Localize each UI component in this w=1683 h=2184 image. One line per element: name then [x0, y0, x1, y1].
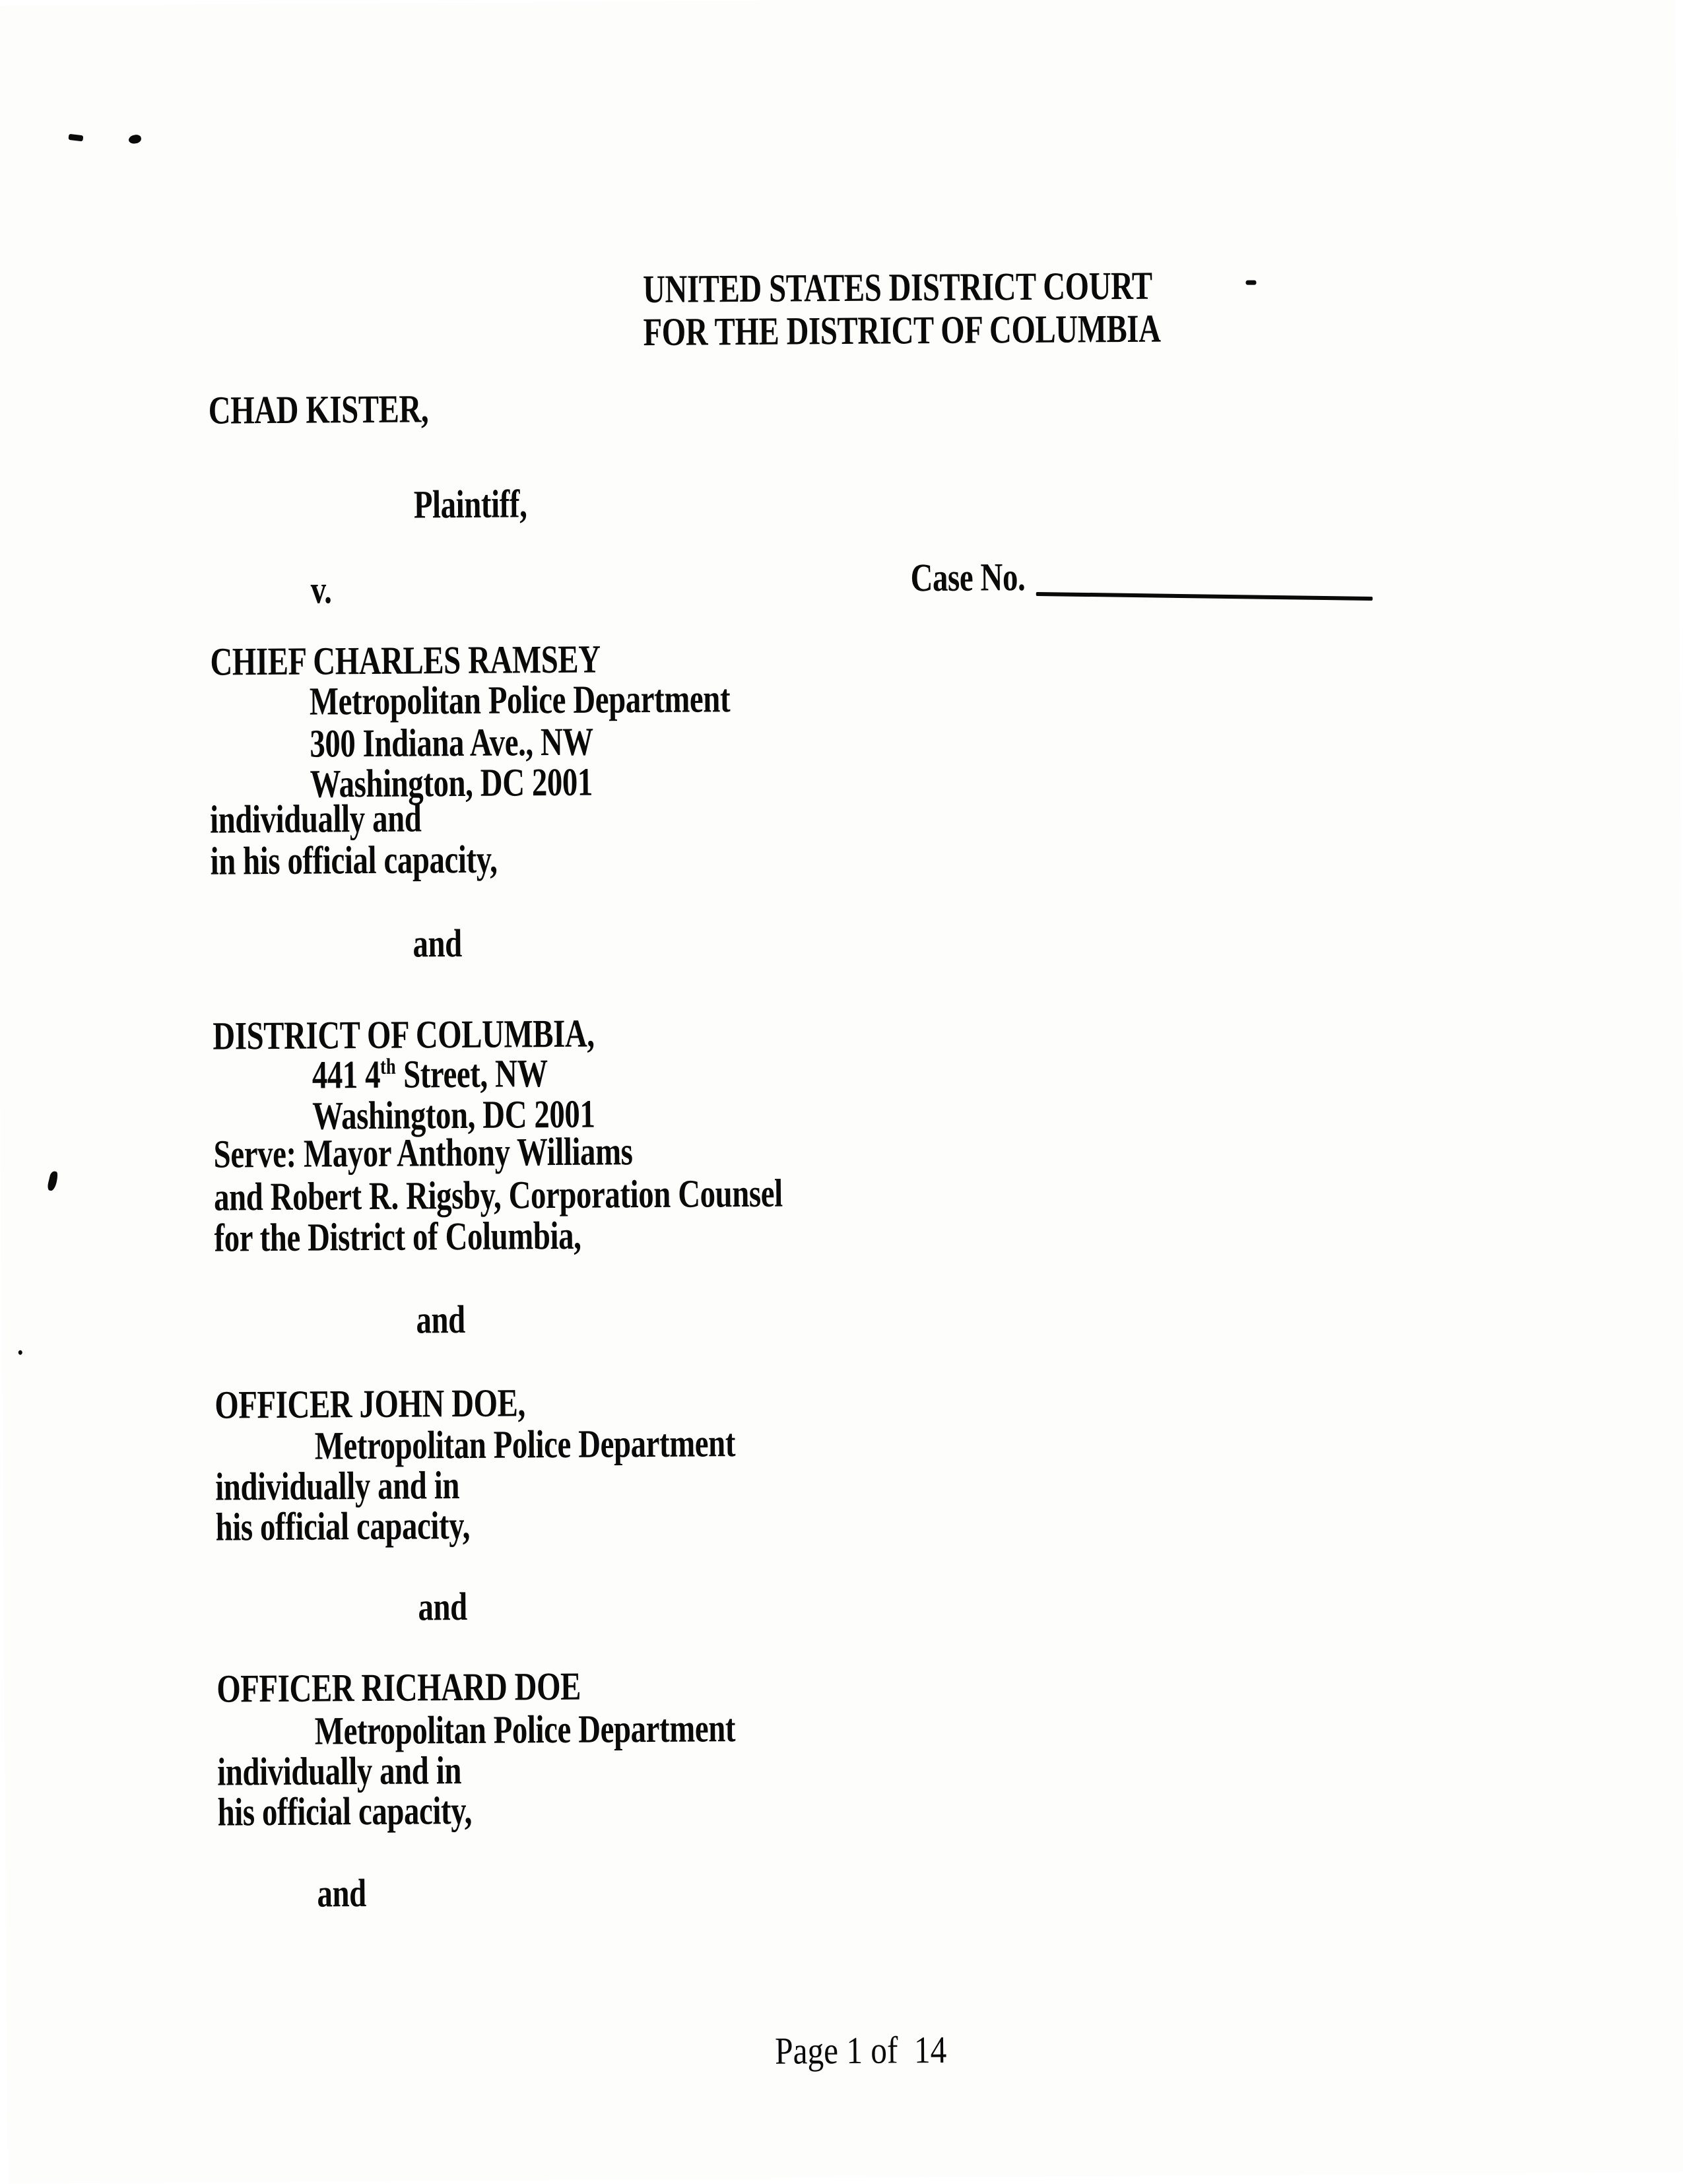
defendant-district-name: DISTRICT OF COLUMBIA, — [213, 1011, 595, 1058]
court-name-line1: UNITED STATES DISTRICT COURT — [642, 263, 1152, 312]
scan-artifact-speck — [18, 1350, 22, 1355]
address1-ordinal-suffix: th — [380, 1054, 396, 1079]
defendant-district-serve1: Serve: Mayor Anthony Williams — [213, 1129, 633, 1176]
caption-joiner-and-2: and — [416, 1297, 465, 1342]
scan-artifact-dot — [128, 134, 142, 145]
defendant-ramsey-address1: 300 Indiana Ave., NW — [310, 719, 594, 766]
court-name-line2: FOR THE DISTRICT OF COLUMBIA — [643, 306, 1161, 354]
defendant-ramsey-capacity1: individually and — [209, 796, 422, 842]
defendant-john-doe-name: OFFICER JOHN DOE, — [214, 1381, 526, 1427]
versus-label: v. — [310, 568, 332, 612]
defendant-john-doe-capacity2: his official capacity, — [215, 1503, 471, 1549]
defendant-richard-doe-capacity1: individually and in — [216, 1748, 462, 1794]
defendant-ramsey-dept: Metropolitan Police Department — [309, 677, 731, 723]
defendant-john-doe-dept: Metropolitan Police Department — [314, 1421, 736, 1468]
defendant-richard-doe-name: OFFICER RICHARD DOE — [216, 1664, 581, 1711]
address1-number: 441 4 — [312, 1052, 381, 1097]
plaintiff-name: CHAD KISTER, — [208, 387, 429, 432]
defendant-ramsey-capacity2: in his official capacity, — [210, 837, 498, 883]
case-number-blank-line — [1036, 592, 1373, 601]
court-header — [580, 263, 1161, 354]
defendant-district-serve3: for the District of Columbia, — [214, 1213, 581, 1260]
defendant-richard-doe-capacity2: his official capacity, — [217, 1788, 473, 1834]
defendant-john-doe-capacity1: individually and in — [214, 1463, 460, 1509]
scan-artifact-dash — [68, 134, 83, 141]
caption-joiner-and-4: and — [317, 1871, 367, 1915]
scan-artifact-tick — [47, 1170, 59, 1191]
defendant-district-address2: Washington, DC 2001 — [312, 1092, 595, 1138]
defendant-ramsey-address2: Washington, DC 2001 — [310, 760, 593, 806]
address1-street: Street, NW — [395, 1051, 548, 1096]
plaintiff-role: Plaintiff, — [413, 482, 527, 527]
case-number-label: Case No. — [910, 555, 1026, 600]
caption-joiner-and-1: and — [412, 921, 462, 966]
defendant-district-serve2: and Robert R. Rigsby, Corporation Counsel — [213, 1171, 783, 1219]
caption-joiner-and-3: and — [418, 1584, 467, 1629]
defendant-richard-doe-dept: Metropolitan Police Department — [314, 1706, 736, 1753]
defendant-ramsey-name: CHIEF CHARLES RAMSEY — [210, 637, 601, 684]
page-number-footer: Page 1 of 14 — [774, 2028, 947, 2072]
scan-artifact-smudge — [1245, 281, 1256, 285]
